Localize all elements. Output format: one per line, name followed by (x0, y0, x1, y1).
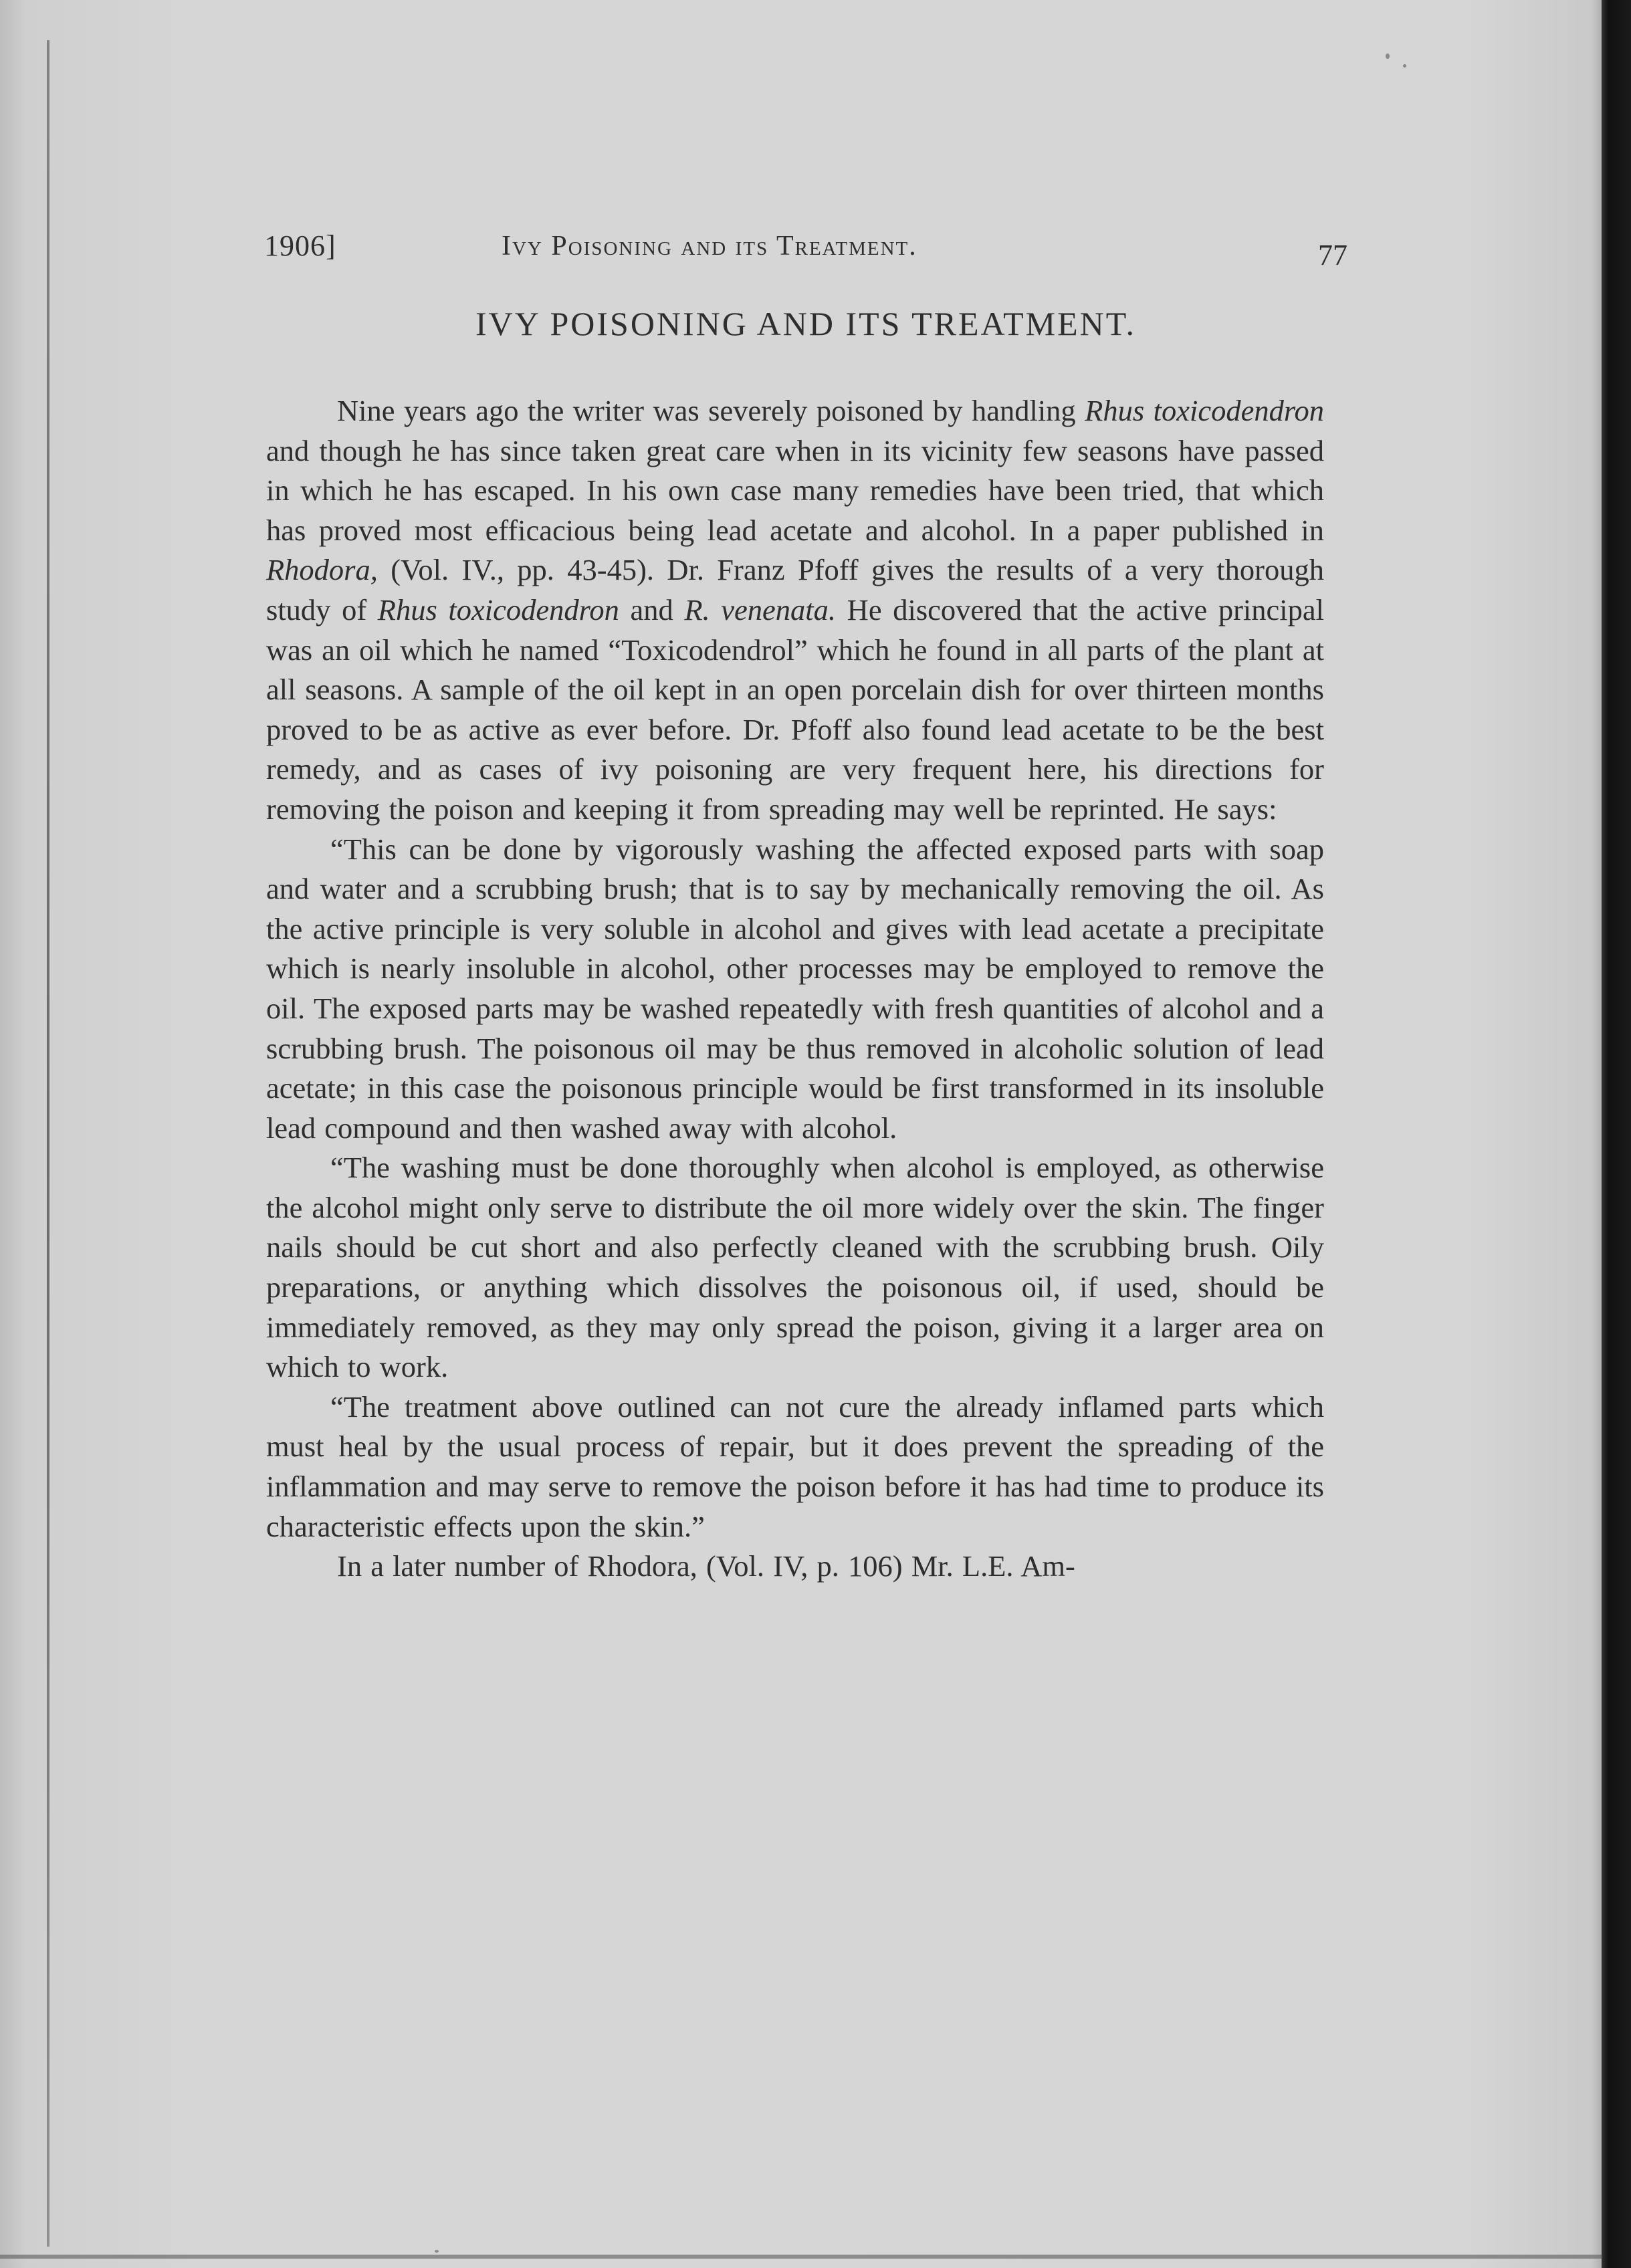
paragraph-1 (266, 391, 1324, 830)
article-body (266, 391, 1324, 1587)
page-bottom-edge-line (0, 2255, 1602, 2259)
journal-name-rhodora: Rhodora, (266, 553, 378, 587)
paragraph-1-text-3: (Vol. IV., pp. 43-45). Dr. Franz Pfoff gives the results of a very thorough study of (266, 553, 1324, 627)
paragraph-3-quote: “The washing must be done thoroughly when alcohol is employed, as otherwise the alcohol might only serve to distribute the oil more widely over the skin. The finger nails should be cut short and also perfectly cleaned with the scrubbing brush. Oily preparations, or anything which dissolves the poisonous oil, if used, should be immediately removed, as they may only spread the poison, giving it a larger area on which to work. (266, 1151, 1324, 1384)
article-title: IVY POISONING AND ITS TREATMENT. (475, 305, 1137, 342)
paragraph-1-text-1: Nine years ago the writer was severely poisoned by handling (337, 394, 1085, 427)
paragraph-1-text-5: He discovered that the active principal was an oil which he named “Toxicodendrol” which he found in all parts of the plant at all seasons. A sample of the oil kept in an open porcelain dish for over thirteen months proved to be as active as ever before. Dr. Pfoff also found lead acetate to be the best remedy, and as cases of ivy poisoning are very frequent here, his directions for removing the poison and keeping it from spreading may well be reprinted. He says: (266, 592, 1324, 826)
paragraph-5: In a later number of Rhodora, (Vol. IV, p. 106) Mr. L.E. Am- (337, 1549, 1075, 1583)
running-head-year: 1906] (264, 229, 336, 262)
species-name-rhus-toxicodendron-2: Rhus toxicodendron (377, 592, 619, 627)
species-name-rhus-toxicodendron: Rhus toxicodendron (1085, 394, 1324, 427)
running-head-title: Ivy Poisoning and its Treatment. (502, 231, 917, 261)
binding-edge-line (47, 40, 49, 2247)
running-head (264, 221, 1347, 274)
paragraph-1-text-2: and though he has since taken great care when in its vicinity few seasons have passed in which he has escaped. In his own case many remedies have been tried, that which has proved most efficacious being lead acetate and alcohol. In a paper published in (266, 433, 1324, 547)
speck (1386, 53, 1390, 59)
speck (435, 2250, 439, 2253)
paragraph-2-quote: “This can be done by vigorously washing the affected exposed parts with soap and water and a scrubbing brush; that is to say by mechanically removing the oil. As the active principle is very soluble in alcohol and gives with lead acetate a precipitate which is nearly insoluble in alcohol, other processes may be employed to remove the oil. The exposed parts may be washed repeatedly with fresh quantities of alcohol and a scrubbing brush. The poisonous oil may be thus removed in alcoholic solution of lead acetate; in this case the poisonous principle would be first transformed in its insoluble lead compound and then washed away with alcohol. (266, 832, 1324, 1145)
page-number: 77 (1318, 239, 1347, 271)
paragraph-1-text-4: and (619, 592, 685, 627)
species-name-r-venenata: R. venenata. (684, 592, 837, 627)
paragraph-4-quote: “The treatment above outlined can not cure the already inflamed parts which must heal by the usual process of repair, but it does prevent the spreading of the inflammation and may serve to remove the poison before it has had time to produce its characteristic effects upon the skin.” (266, 1389, 1324, 1543)
speck (1403, 64, 1406, 68)
page-right-edge-shadow (1602, 0, 1631, 2268)
